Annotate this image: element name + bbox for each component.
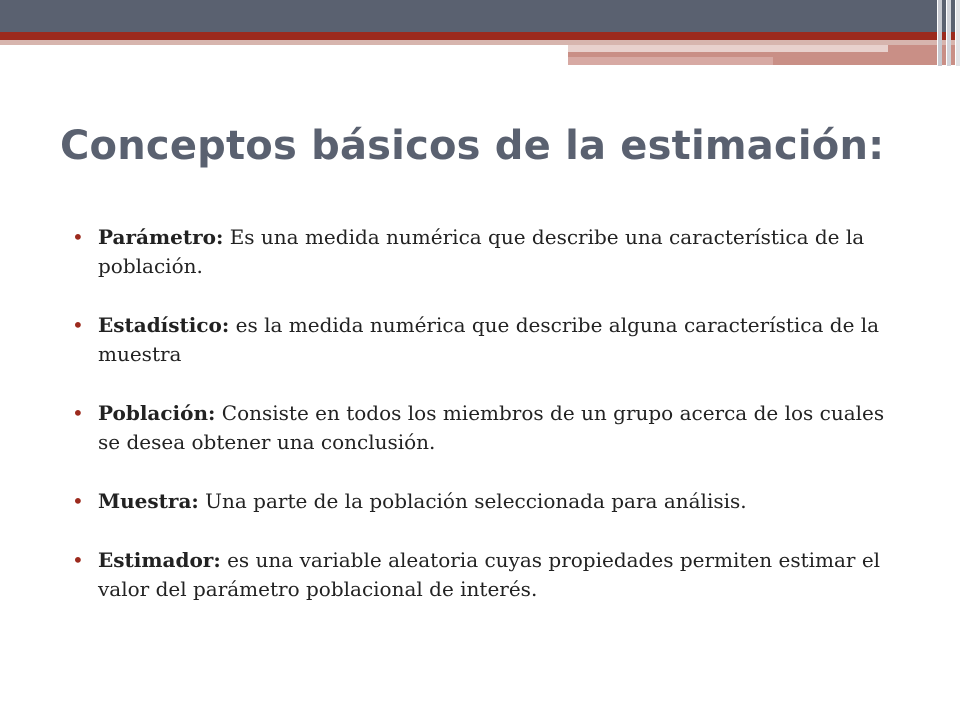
bullet-item-parametro bbox=[72, 223, 902, 281]
bullet-text: Es una medida numérica que describe una característica de la población. bbox=[98, 225, 865, 278]
bullet-term: Estadístico: bbox=[98, 313, 230, 337]
bullet-term: Población: bbox=[98, 401, 216, 425]
header-accent-band bbox=[0, 32, 960, 40]
bullet-text: Una parte de la población seleccionada para análisis. bbox=[198, 489, 747, 513]
bullet-list bbox=[72, 223, 902, 634]
bullet-item-estadistico bbox=[72, 311, 902, 369]
bullet-text: es una variable aleatoria cuyas propiedades permiten estimar el valor del parámetro poblacional de interés. bbox=[98, 548, 881, 601]
header-decorative-stripes bbox=[926, 0, 960, 66]
slide-title: Conceptos básicos de la estimación: bbox=[60, 123, 885, 169]
header-bar bbox=[0, 0, 960, 32]
bullet-item-estimador bbox=[72, 546, 902, 604]
bullet-text: es la medida numérica que describe alguna característica de la muestra bbox=[98, 313, 880, 366]
bullet-text: Consiste en todos los miembros de un grupo acerca de los cuales se desea obtener una conclusión. bbox=[98, 401, 885, 454]
bullet-term: Estimador: bbox=[98, 548, 221, 572]
decorative-stripe bbox=[955, 0, 960, 66]
header-accent-band-right-highlight bbox=[568, 45, 888, 52]
bullet-term: Muestra: bbox=[98, 489, 199, 513]
decorative-stripe bbox=[937, 0, 942, 66]
bullet-item-poblacion bbox=[72, 399, 902, 457]
bullet-item-muestra bbox=[72, 487, 902, 516]
header-accent-band-right-lower bbox=[568, 57, 773, 65]
bullet-term: Parámetro: bbox=[98, 225, 224, 249]
decorative-stripe bbox=[946, 0, 951, 66]
